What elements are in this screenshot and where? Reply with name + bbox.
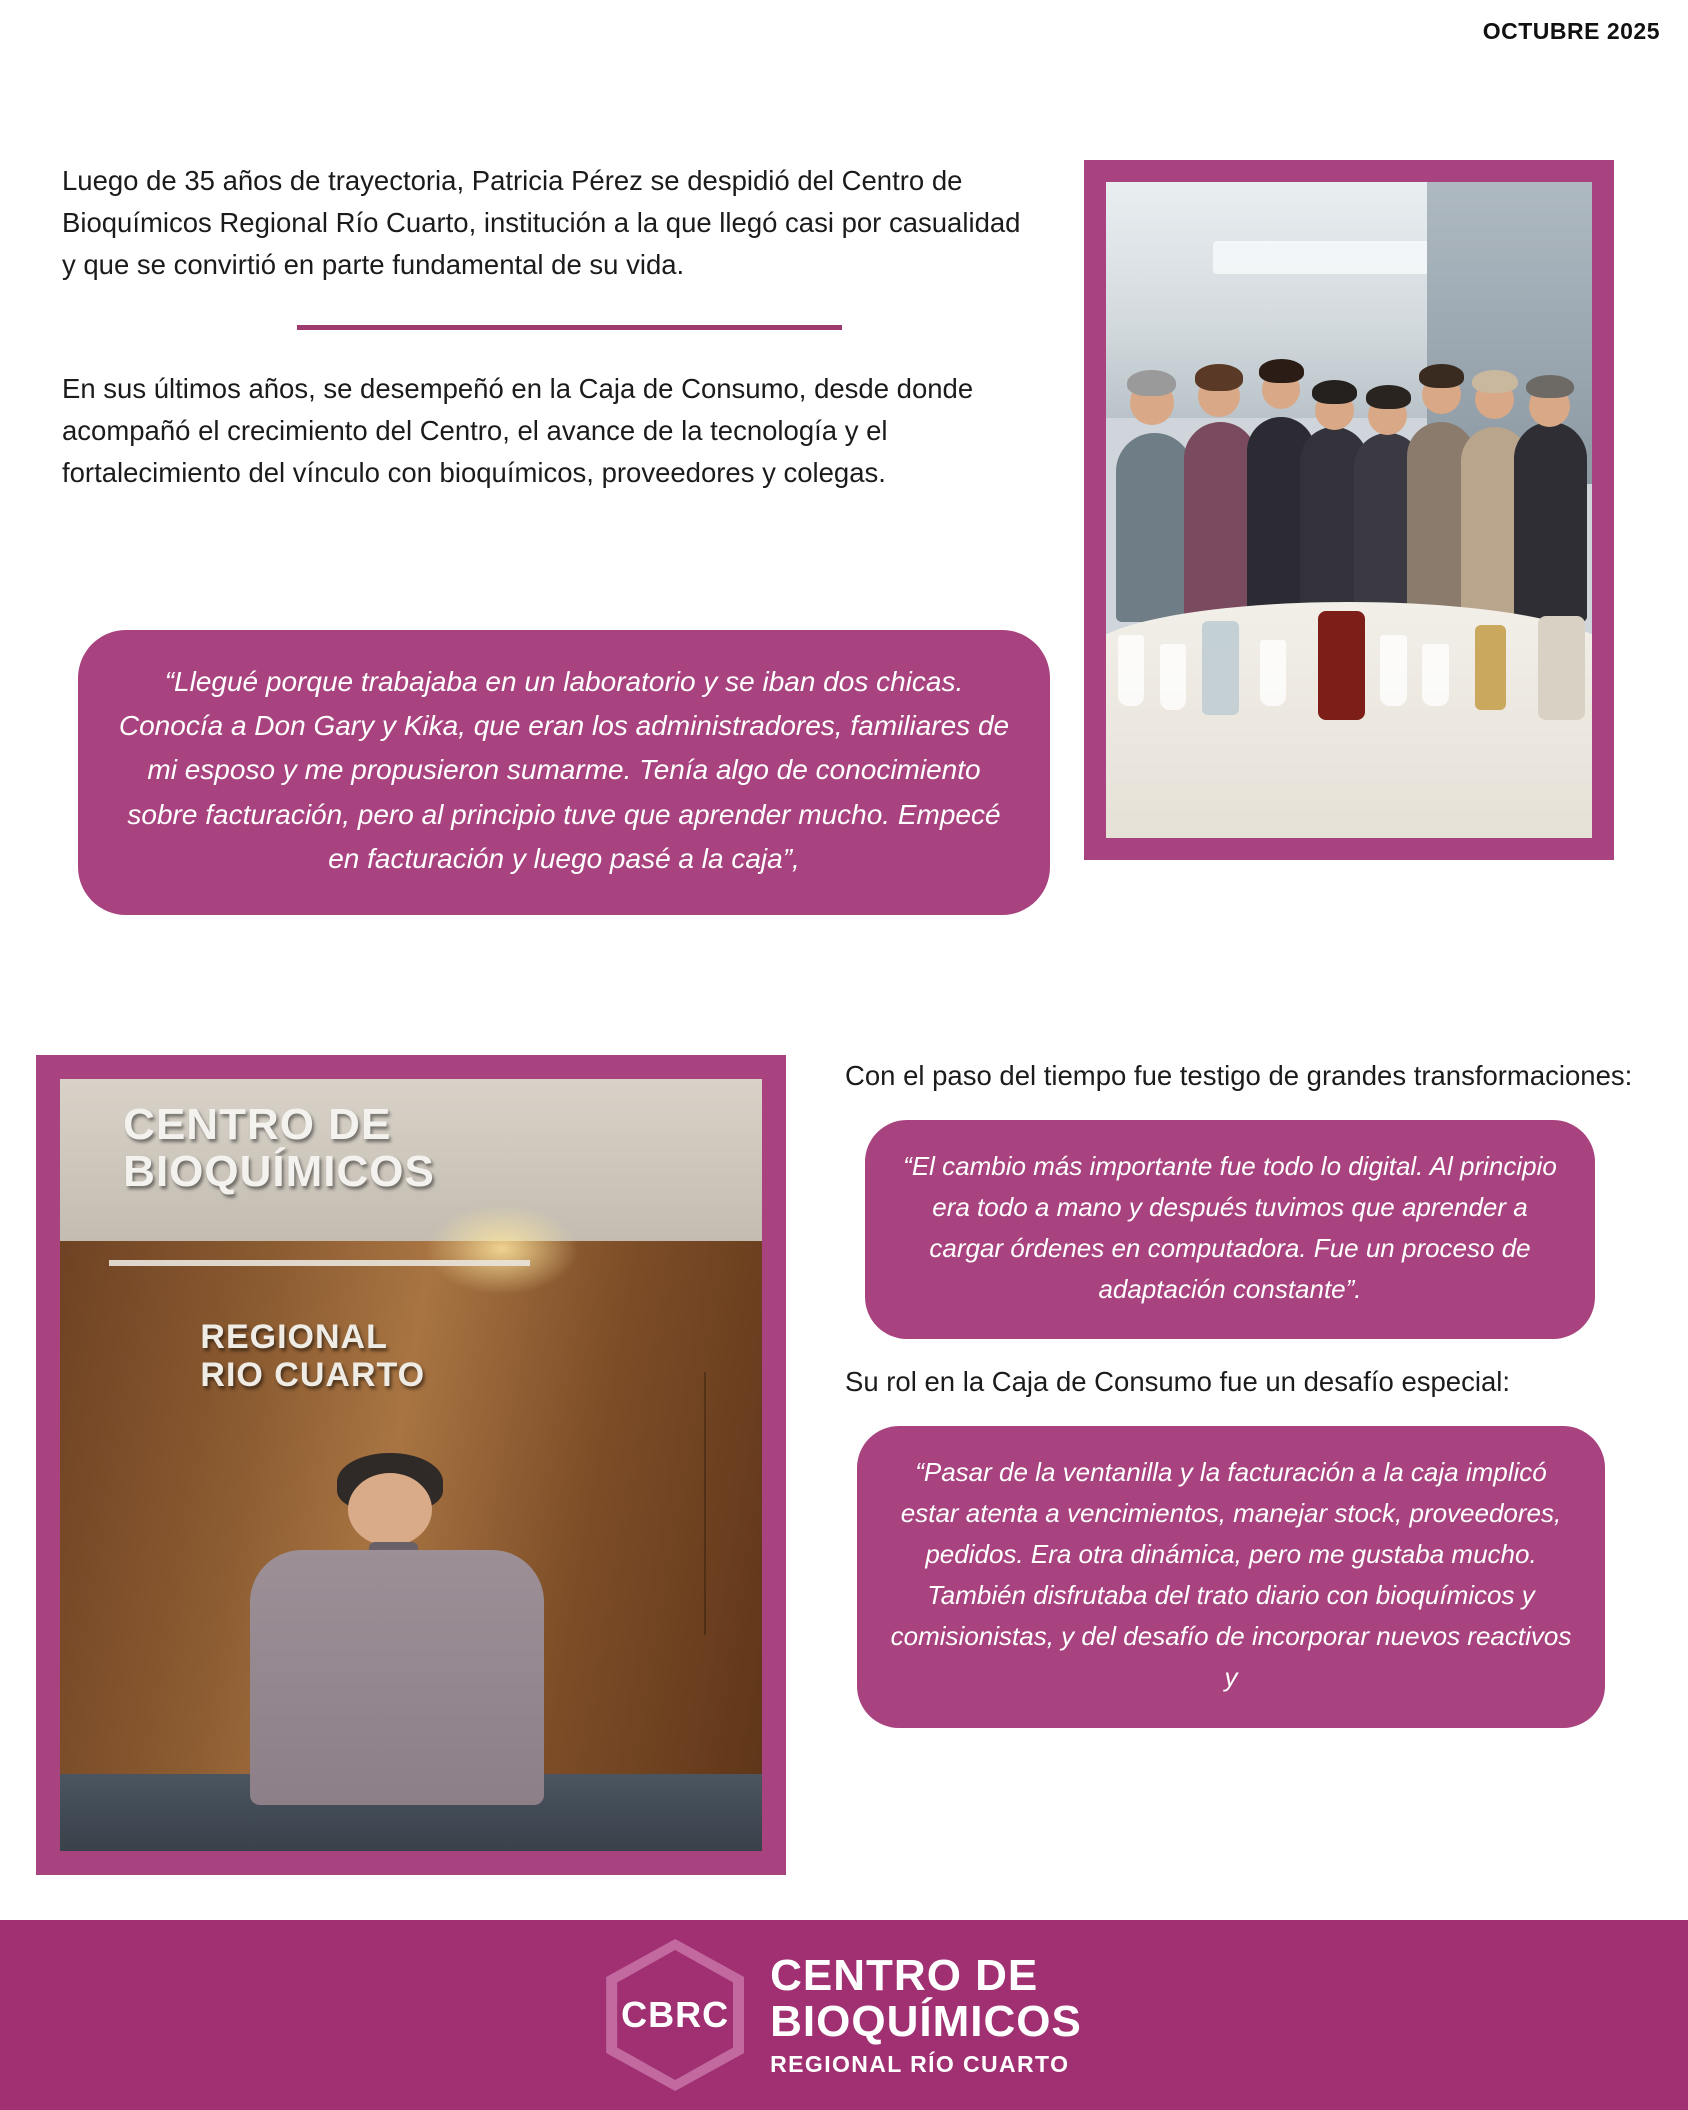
person-head <box>348 1473 432 1546</box>
footer-line-2: BIOQUÍMICOS <box>770 1997 1082 2047</box>
section-divider <box>297 325 842 330</box>
sign-rule <box>109 1260 530 1266</box>
quote-bubble-3: “Pasar de la ventanilla y la facturación a la caja implicó estar atenta a vencimientos, manejar stock, proveedores, pedidos. Era otra dinámica, pero me gustaba mucho. También disfrutaba del trato diario con bioquímicos y comisionistas, y del desafío de incorporar nuevos reactivos y <box>857 1426 1605 1728</box>
group-photo-image <box>1106 182 1592 838</box>
sign-photo-image <box>60 1079 762 1851</box>
photo-people-group <box>1106 359 1592 621</box>
footer-line-3: REGIONAL RÍO CUARTO <box>770 2050 1070 2077</box>
person-body <box>250 1550 545 1805</box>
sign-door-edge <box>704 1372 706 1634</box>
issue-date-label: OCTUBRE 2025 <box>1482 18 1660 44</box>
cbrc-logo-icon <box>606 1939 744 2091</box>
sign-heading-line1: CENTRO DE <box>123 1100 392 1150</box>
sign-light-glow <box>425 1203 579 1296</box>
logo-initials: CBRC <box>621 1994 730 2035</box>
right-column <box>845 1055 1645 1728</box>
sign-subheading <box>200 1318 425 1394</box>
intro-paragraph-1: Luego de 35 años de trayectoria, Patricia Pérez se despidió del Centro de Bioquímicos Regional Río Cuarto, institución a la que llegó casi por casualidad y que se convirtió en parte fundamental de su vida. <box>62 165 1021 280</box>
photo-table <box>1106 602 1592 838</box>
quote-bubble-1: “Llegué porque trabajaba en un laboratorio y se iban dos chicas. Conocía a Don Gary y Kika, que eran los administradores, familiares de mi esposo y me propusieron sumarme. Tenía algo de conocimiento sobre facturación, pero al principio tuve que aprender mucho. Empecé en facturación y luego pasé a la caja”, <box>78 630 1050 915</box>
sign-subheading-line1: REGIONAL <box>200 1318 388 1357</box>
sign-subheading-line2: RIO CUARTO <box>200 1356 426 1395</box>
sign-heading-line2: BIOQUÍMICOS <box>123 1146 435 1196</box>
footer-bar <box>0 1920 1688 2110</box>
sign-photo-frame <box>36 1055 786 1875</box>
group-photo-frame <box>1084 160 1614 860</box>
intro-paragraph-2: En sus últimos años, se desempeñó en la Caja de Consumo, desde donde acompañó el crecimiento del Centro, el avance de la tecnología y el fortalecimiento del vínculo con bioquímicos, proveedores y colegas. <box>62 373 974 488</box>
paragraph-4: Su rol en la Caja de Consumo fue un desafío especial: <box>845 1365 1510 1397</box>
footer-line-1: CENTRO DE <box>770 1951 1039 2001</box>
footer-institution-name <box>770 1953 1082 2076</box>
sign-heading <box>123 1102 435 1195</box>
quote-bubble-2: “El cambio más importante fue todo lo digital. Al principio era todo a mano y después tuvimos que aprender a cargar órdenes en computadora. Fue un proceso de adaptación constante”. <box>865 1120 1595 1338</box>
intro-text-block <box>62 160 1027 494</box>
paragraph-3: Con el paso del tiempo fue testigo de grandes transformaciones: <box>845 1060 1633 1091</box>
